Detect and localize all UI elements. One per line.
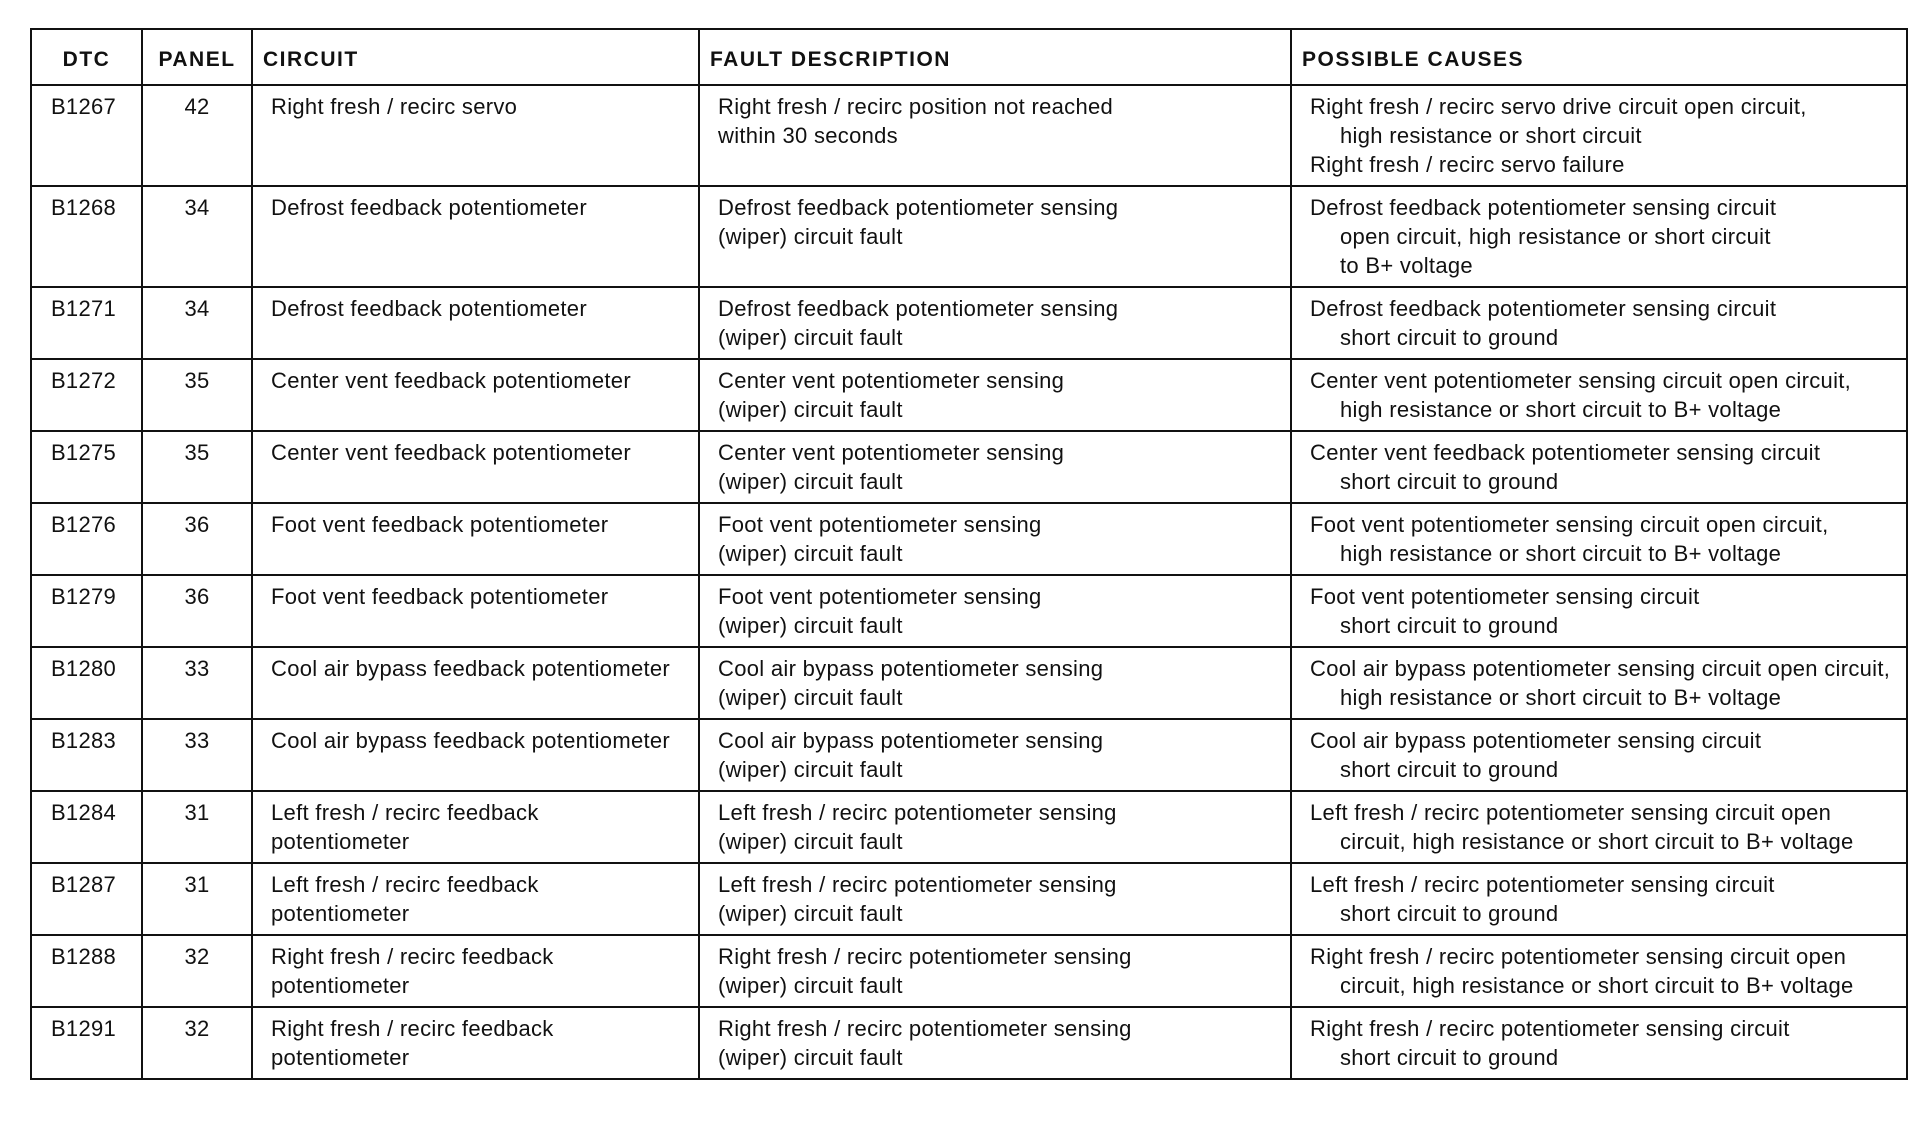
cell-fault-description [699, 1007, 1291, 1079]
cell-circuit [252, 791, 699, 863]
cell-fault-description [699, 647, 1291, 719]
cell-possible-causes [1291, 1007, 1907, 1079]
cell-dtc: B1276 [31, 503, 142, 575]
table-row [31, 863, 1907, 935]
cell-panel: 36 [142, 575, 252, 647]
cell-dtc: B1280 [31, 647, 142, 719]
cell-circuit-line: Center vent feedback potentiometer [271, 368, 631, 393]
cell-possible-causes-line: Right fresh / recirc potentiometer sensing circuit open [1310, 944, 1847, 969]
cell-fault-description-line: Cool air bypass potentiometer sensing [718, 728, 1104, 753]
cell-possible-causes [1291, 935, 1907, 1007]
cell-fault-description [699, 359, 1291, 431]
cell-fault-description [699, 287, 1291, 359]
cell-fault-description-line: (wiper) circuit fault [718, 541, 903, 566]
cell-possible-causes-line: high resistance or short circuit to B+ voltage [1340, 541, 1782, 566]
cell-circuit [252, 503, 699, 575]
cell-circuit [252, 1007, 699, 1079]
cell-circuit-line: Right fresh / recirc feedback [271, 944, 554, 969]
cell-circuit-line: Cool air bypass feedback potentiometer [271, 656, 671, 681]
cell-possible-causes-line: short circuit to ground [1340, 469, 1559, 494]
cell-possible-causes [1291, 719, 1907, 791]
cell-fault-description [699, 719, 1291, 791]
cell-panel: 35 [142, 359, 252, 431]
cell-possible-causes [1291, 647, 1907, 719]
cell-fault-description-line: (wiper) circuit fault [718, 397, 903, 422]
cell-possible-causes-line: to B+ voltage [1340, 253, 1473, 278]
cell-circuit-line: Right fresh / recirc feedback [271, 1016, 554, 1041]
cell-possible-causes [1291, 359, 1907, 431]
cell-possible-causes-line: Center vent feedback potentiometer sensing circuit [1310, 440, 1821, 465]
cell-possible-causes [1291, 863, 1907, 935]
cell-fault-description-line: Defrost feedback potentiometer sensing [718, 296, 1119, 321]
cell-circuit-line: Left fresh / recirc feedback [271, 872, 539, 897]
cell-fault-description-line: Center vent potentiometer sensing [718, 368, 1065, 393]
cell-circuit-line: potentiometer [271, 901, 410, 926]
cell-possible-causes-line: Cool air bypass potentiometer sensing circuit [1310, 728, 1762, 753]
cell-fault-description-line: Right fresh / recirc potentiometer sensing [718, 1016, 1132, 1041]
cell-fault-description-line: Left fresh / recirc potentiometer sensing [718, 872, 1117, 897]
cell-possible-causes [1291, 85, 1907, 186]
header-circuit: CIRCUIT [252, 29, 699, 85]
cell-possible-causes [1291, 431, 1907, 503]
cell-fault-description [699, 503, 1291, 575]
cell-dtc: B1275 [31, 431, 142, 503]
cell-fault-description-line: Center vent potentiometer sensing [718, 440, 1065, 465]
cell-fault-description [699, 431, 1291, 503]
cell-fault-description-line: within 30 seconds [718, 123, 898, 148]
cell-circuit-line: potentiometer [271, 1045, 410, 1070]
cell-fault-description-line: (wiper) circuit fault [718, 224, 903, 249]
cell-circuit-line: Right fresh / recirc servo [271, 94, 518, 119]
cell-possible-causes-line: short circuit to ground [1340, 325, 1559, 350]
cell-panel: 42 [142, 85, 252, 186]
table-body [31, 85, 1907, 1079]
cell-fault-description-line: (wiper) circuit fault [718, 469, 903, 494]
table-row [31, 287, 1907, 359]
cell-possible-causes [1291, 575, 1907, 647]
cell-circuit-line: potentiometer [271, 829, 410, 854]
cell-panel: 34 [142, 186, 252, 287]
cell-fault-description-line: (wiper) circuit fault [718, 973, 903, 998]
cell-panel: 32 [142, 935, 252, 1007]
table-row [31, 575, 1907, 647]
cell-circuit [252, 431, 699, 503]
cell-dtc: B1288 [31, 935, 142, 1007]
cell-possible-causes-line: high resistance or short circuit to B+ voltage [1340, 685, 1782, 710]
cell-possible-causes-line: short circuit to ground [1340, 757, 1559, 782]
cell-fault-description [699, 863, 1291, 935]
table-row [31, 359, 1907, 431]
cell-dtc: B1283 [31, 719, 142, 791]
cell-circuit-line: Defrost feedback potentiometer [271, 296, 587, 321]
cell-possible-causes-line: Defrost feedback potentiometer sensing circuit [1310, 195, 1777, 220]
cell-circuit [252, 359, 699, 431]
cell-circuit-line: Left fresh / recirc feedback [271, 800, 539, 825]
header-possible-causes: POSSIBLE CAUSES [1291, 29, 1907, 85]
table-row [31, 186, 1907, 287]
cell-fault-description-line: Foot vent potentiometer sensing [718, 584, 1042, 609]
cell-fault-description-line: (wiper) circuit fault [718, 685, 903, 710]
cell-circuit [252, 85, 699, 186]
cell-fault-description [699, 575, 1291, 647]
cell-possible-causes-line: short circuit to ground [1340, 901, 1559, 926]
table-row [31, 719, 1907, 791]
cell-fault-description [699, 791, 1291, 863]
cell-fault-description-line: Defrost feedback potentiometer sensing [718, 195, 1119, 220]
cell-circuit [252, 935, 699, 1007]
table-row [31, 85, 1907, 186]
cell-possible-causes-line: Left fresh / recirc potentiometer sensing circuit [1310, 872, 1775, 897]
table-row [31, 791, 1907, 863]
cell-fault-description-line: (wiper) circuit fault [718, 325, 903, 350]
cell-fault-description-line: Left fresh / recirc potentiometer sensing [718, 800, 1117, 825]
cell-possible-causes-line: Foot vent potentiometer sensing circuit [1310, 584, 1700, 609]
cell-fault-description-line: (wiper) circuit fault [718, 829, 903, 854]
header-fault-description: FAULT DESCRIPTION [699, 29, 1291, 85]
cell-circuit [252, 287, 699, 359]
cell-dtc: B1267 [31, 85, 142, 186]
cell-possible-causes-line: high resistance or short circuit [1340, 123, 1642, 148]
cell-possible-causes-line: short circuit to ground [1340, 1045, 1559, 1070]
header-dtc: DTC [31, 29, 142, 85]
cell-fault-description-line: Cool air bypass potentiometer sensing [718, 656, 1104, 681]
cell-fault-description-line: (wiper) circuit fault [718, 613, 903, 638]
cell-panel: 34 [142, 287, 252, 359]
table-header-row [31, 29, 1907, 85]
cell-fault-description-line: (wiper) circuit fault [718, 757, 903, 782]
cell-dtc: B1279 [31, 575, 142, 647]
table-row [31, 935, 1907, 1007]
cell-dtc: B1271 [31, 287, 142, 359]
table-row [31, 431, 1907, 503]
cell-fault-description-line: Right fresh / recirc potentiometer sensing [718, 944, 1132, 969]
cell-circuit-line: Defrost feedback potentiometer [271, 195, 587, 220]
cell-possible-causes [1291, 287, 1907, 359]
cell-circuit-line: Foot vent feedback potentiometer [271, 584, 609, 609]
cell-circuit [252, 186, 699, 287]
cell-panel: 33 [142, 647, 252, 719]
cell-panel: 33 [142, 719, 252, 791]
cell-possible-causes-line: circuit, high resistance or short circuit to B+ voltage [1340, 973, 1854, 998]
cell-fault-description [699, 85, 1291, 186]
cell-fault-description-line: (wiper) circuit fault [718, 901, 903, 926]
cell-possible-causes-line: open circuit, high resistance or short circuit [1340, 224, 1771, 249]
cell-fault-description-line: Right fresh / recirc position not reached [718, 94, 1114, 119]
cell-circuit-line: potentiometer [271, 973, 410, 998]
cell-possible-causes-line: Left fresh / recirc potentiometer sensing circuit open [1310, 800, 1832, 825]
cell-dtc: B1291 [31, 1007, 142, 1079]
cell-dtc: B1287 [31, 863, 142, 935]
table-row [31, 503, 1907, 575]
table-row [31, 1007, 1907, 1079]
cell-circuit-line: Cool air bypass feedback potentiometer [271, 728, 671, 753]
cell-panel: 31 [142, 791, 252, 863]
cell-possible-causes-line: Right fresh / recirc servo failure [1310, 152, 1625, 177]
cell-possible-causes-line: Center vent potentiometer sensing circuit open circuit, [1310, 368, 1852, 393]
cell-dtc: B1272 [31, 359, 142, 431]
cell-possible-causes [1291, 791, 1907, 863]
cell-possible-causes-line: Defrost feedback potentiometer sensing circuit [1310, 296, 1777, 321]
cell-circuit [252, 647, 699, 719]
cell-circuit [252, 863, 699, 935]
cell-panel: 36 [142, 503, 252, 575]
cell-possible-causes-line: Right fresh / recirc servo drive circuit open circuit, [1310, 94, 1807, 119]
cell-fault-description-line: Foot vent potentiometer sensing [718, 512, 1042, 537]
cell-dtc: B1268 [31, 186, 142, 287]
cell-possible-causes-line: Right fresh / recirc potentiometer sensing circuit [1310, 1016, 1790, 1041]
cell-circuit-line: Foot vent feedback potentiometer [271, 512, 609, 537]
header-panel: PANEL [142, 29, 252, 85]
cell-possible-causes-line: Cool air bypass potentiometer sensing circuit open circuit, [1310, 656, 1891, 681]
cell-panel: 35 [142, 431, 252, 503]
cell-possible-causes-line: high resistance or short circuit to B+ voltage [1340, 397, 1782, 422]
cell-circuit [252, 575, 699, 647]
cell-fault-description [699, 186, 1291, 287]
cell-panel: 32 [142, 1007, 252, 1079]
cell-fault-description [699, 935, 1291, 1007]
cell-circuit-line: Center vent feedback potentiometer [271, 440, 631, 465]
cell-possible-causes [1291, 186, 1907, 287]
cell-circuit [252, 719, 699, 791]
table-row [31, 647, 1907, 719]
cell-possible-causes-line: circuit, high resistance or short circuit to B+ voltage [1340, 829, 1854, 854]
document-page [30, 28, 1906, 1080]
cell-possible-causes [1291, 503, 1907, 575]
cell-possible-causes-line: Foot vent potentiometer sensing circuit open circuit, [1310, 512, 1829, 537]
cell-dtc: B1284 [31, 791, 142, 863]
cell-panel: 31 [142, 863, 252, 935]
cell-fault-description-line: (wiper) circuit fault [718, 1045, 903, 1070]
dtc-table [30, 28, 1908, 1080]
cell-possible-causes-line: short circuit to ground [1340, 613, 1559, 638]
